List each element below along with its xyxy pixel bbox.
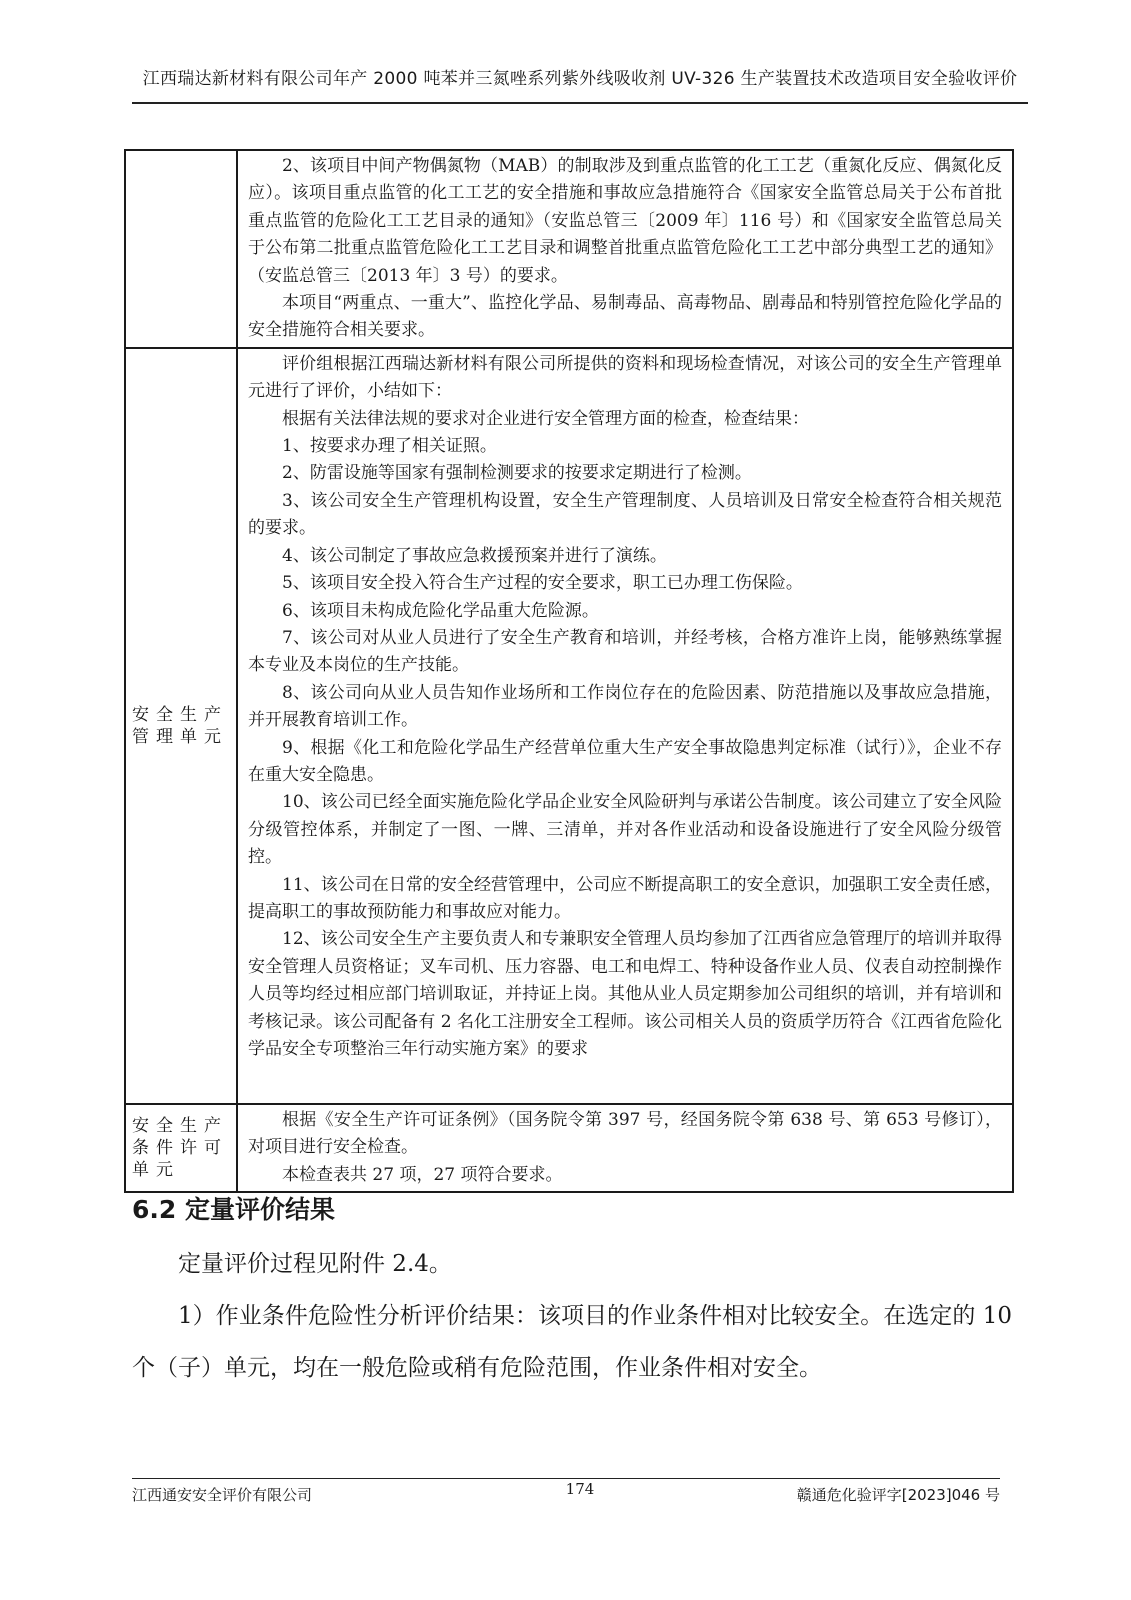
- unit-cell: 安全生产管理单元: [125, 348, 237, 1104]
- content-cell: [237, 1104, 1013, 1192]
- footer-document-number: 赣通危化验评字[2023]046 号: [796, 1486, 1000, 1504]
- content-paragraph: 9、根据《化工和危险化学品生产经营单位重大生产安全事故隐患判定标准（试行）》，企业不存在重大安全隐患。: [248, 737, 1002, 785]
- content-paragraph: 根据《安全生产许可证条例》（国务院令第 397 号，经国务院令第 638 号、第 653 号修订），对项目进行安全检查。: [248, 1109, 1002, 1158]
- content-paragraph: 本项目“两重点、一重大”、监控化学品、易制毒品、高毒物品、剧毒品和特别管控危险化学品的安全措施符合相关要求。: [248, 293, 1002, 341]
- content-paragraph: 7、该公司对从业人员进行了安全生产教育和培训，并经考核，合格方准许上岗，能够熟练掌握本专业及本岗位的生产技能。: [248, 627, 1002, 676]
- content-paragraph: 2、该项目中间产物偶氮物（MAB）的制取涉及到重点监管的化工工艺（重氮化反应、偶氮化反应）。该项目重点监管的化工工艺的安全措施和事故应急措施符合《国家安全监管总局关于公布首批重点监管的危险化工工艺目录的通知》（安监总管三〔2009 年〕116 号）和《国家安全监管总局关于公布第二批重点监管危险化工工艺目录和调整首批重点监管危险化工工艺中部分典型工艺的通知》（安监总管三〔2013 年〕3 号）的要求。: [248, 156, 1002, 286]
- content-paragraph: 8、该公司向从业人员告知作业场所和工作岗位存在的危险因素、防范措施以及事故应急措施，并开展教育培训工作。: [248, 682, 1002, 731]
- content-paragraph: 12、该公司安全生产主要负责人和专兼职安全管理人员均参加了江西省应急管理厅的培训并取得安全管理人员资格证；叉车司机、压力容器、电工和电焊工、特种设备作业人员、仪表自动控制操作人员等均经过相应部门培训取证，并持证上岗。其他从业人员定期参加公司组织的培训，并有培训和考核记录。该公司配备有 2 名化工注册安全工程师。该公司相关人员的资质学历符合《江西省危险化学品安全专项整治三年行动实施方案》的要求: [248, 929, 1002, 1059]
- body-paragraph: 定量评价过程见附件 2.4。: [178, 1251, 452, 1277]
- unit-cell: [125, 150, 237, 348]
- content-paragraph: 评价组根据江西瑞达新材料有限公司所提供的资料和现场检查情况，对该公司的安全生产管理单元进行了评价，小结如下：: [248, 353, 1002, 402]
- content-paragraph: 11、该公司在日常的安全经营管理中，公司应不断提高职工的安全意识，加强职工安全责任感，提高职工的事故预防能力和事故应对能力。: [248, 874, 1002, 922]
- table-row: [125, 1104, 1013, 1192]
- content-cell: [237, 150, 1013, 348]
- content-paragraph: 2、防雷设施等国家有强制检测要求的按要求定期进行了检测。: [282, 463, 752, 484]
- content-cell: [237, 348, 1013, 1104]
- content-paragraph: 根据有关法律法规的要求对企业进行安全管理方面的检查，检查结果：: [282, 408, 809, 429]
- content-paragraph: 10、该公司已经全面实施危险化学品企业安全风险研判与承诺公告制度。该公司建立了安全风险分级管控体系，并制定了一图、一牌、三清单，并对各作业活动和设备设施进行了安全风险分级管控。: [248, 792, 1002, 868]
- evaluation-table: [124, 149, 1014, 1193]
- footer-divider: [132, 1478, 1000, 1479]
- content-paragraph: 1、按要求办理了相关证照。: [282, 436, 497, 457]
- unit-cell: 安全生产条件许可单元: [125, 1104, 237, 1192]
- section-heading: 6.2 定量评价结果: [132, 1195, 335, 1224]
- body-paragraph: 1）作业条件危险性分析评价结果：该项目的作业条件相对比较安全。在选定的 10 个（子）单元，均在一般危险或稍有危险范围，作业条件相对安全。: [132, 1303, 1012, 1381]
- content-paragraph: 4、该公司制定了事故应急救援预案并进行了演练。: [282, 545, 667, 566]
- content-paragraph: 5、该项目安全投入符合生产过程的安全要求，职工已办理工伤保险。: [282, 573, 803, 594]
- footer-company: 江西通安安全评价有限公司: [132, 1486, 313, 1504]
- content-paragraph: 3、该公司安全生产管理机构设置，安全生产管理制度、人员培训及日常安全检查符合相关规范的要求。: [248, 490, 1002, 539]
- content-paragraph: 6、该项目未构成危险化学品重大危险源。: [282, 600, 599, 621]
- content-paragraph: 本检查表共 27 项，27 项符合要求。: [282, 1164, 563, 1185]
- page-number: 174: [565, 1480, 595, 1498]
- table-row: [125, 348, 1013, 1104]
- header-divider: [132, 102, 1028, 104]
- table-row: [125, 150, 1013, 348]
- page-header-title: 江西瑞达新材料有限公司年产 2000 吨苯并三氮唑系列紫外线吸收剂 UV-326 生产装置技术改造项目安全验收评价: [142, 69, 1018, 89]
